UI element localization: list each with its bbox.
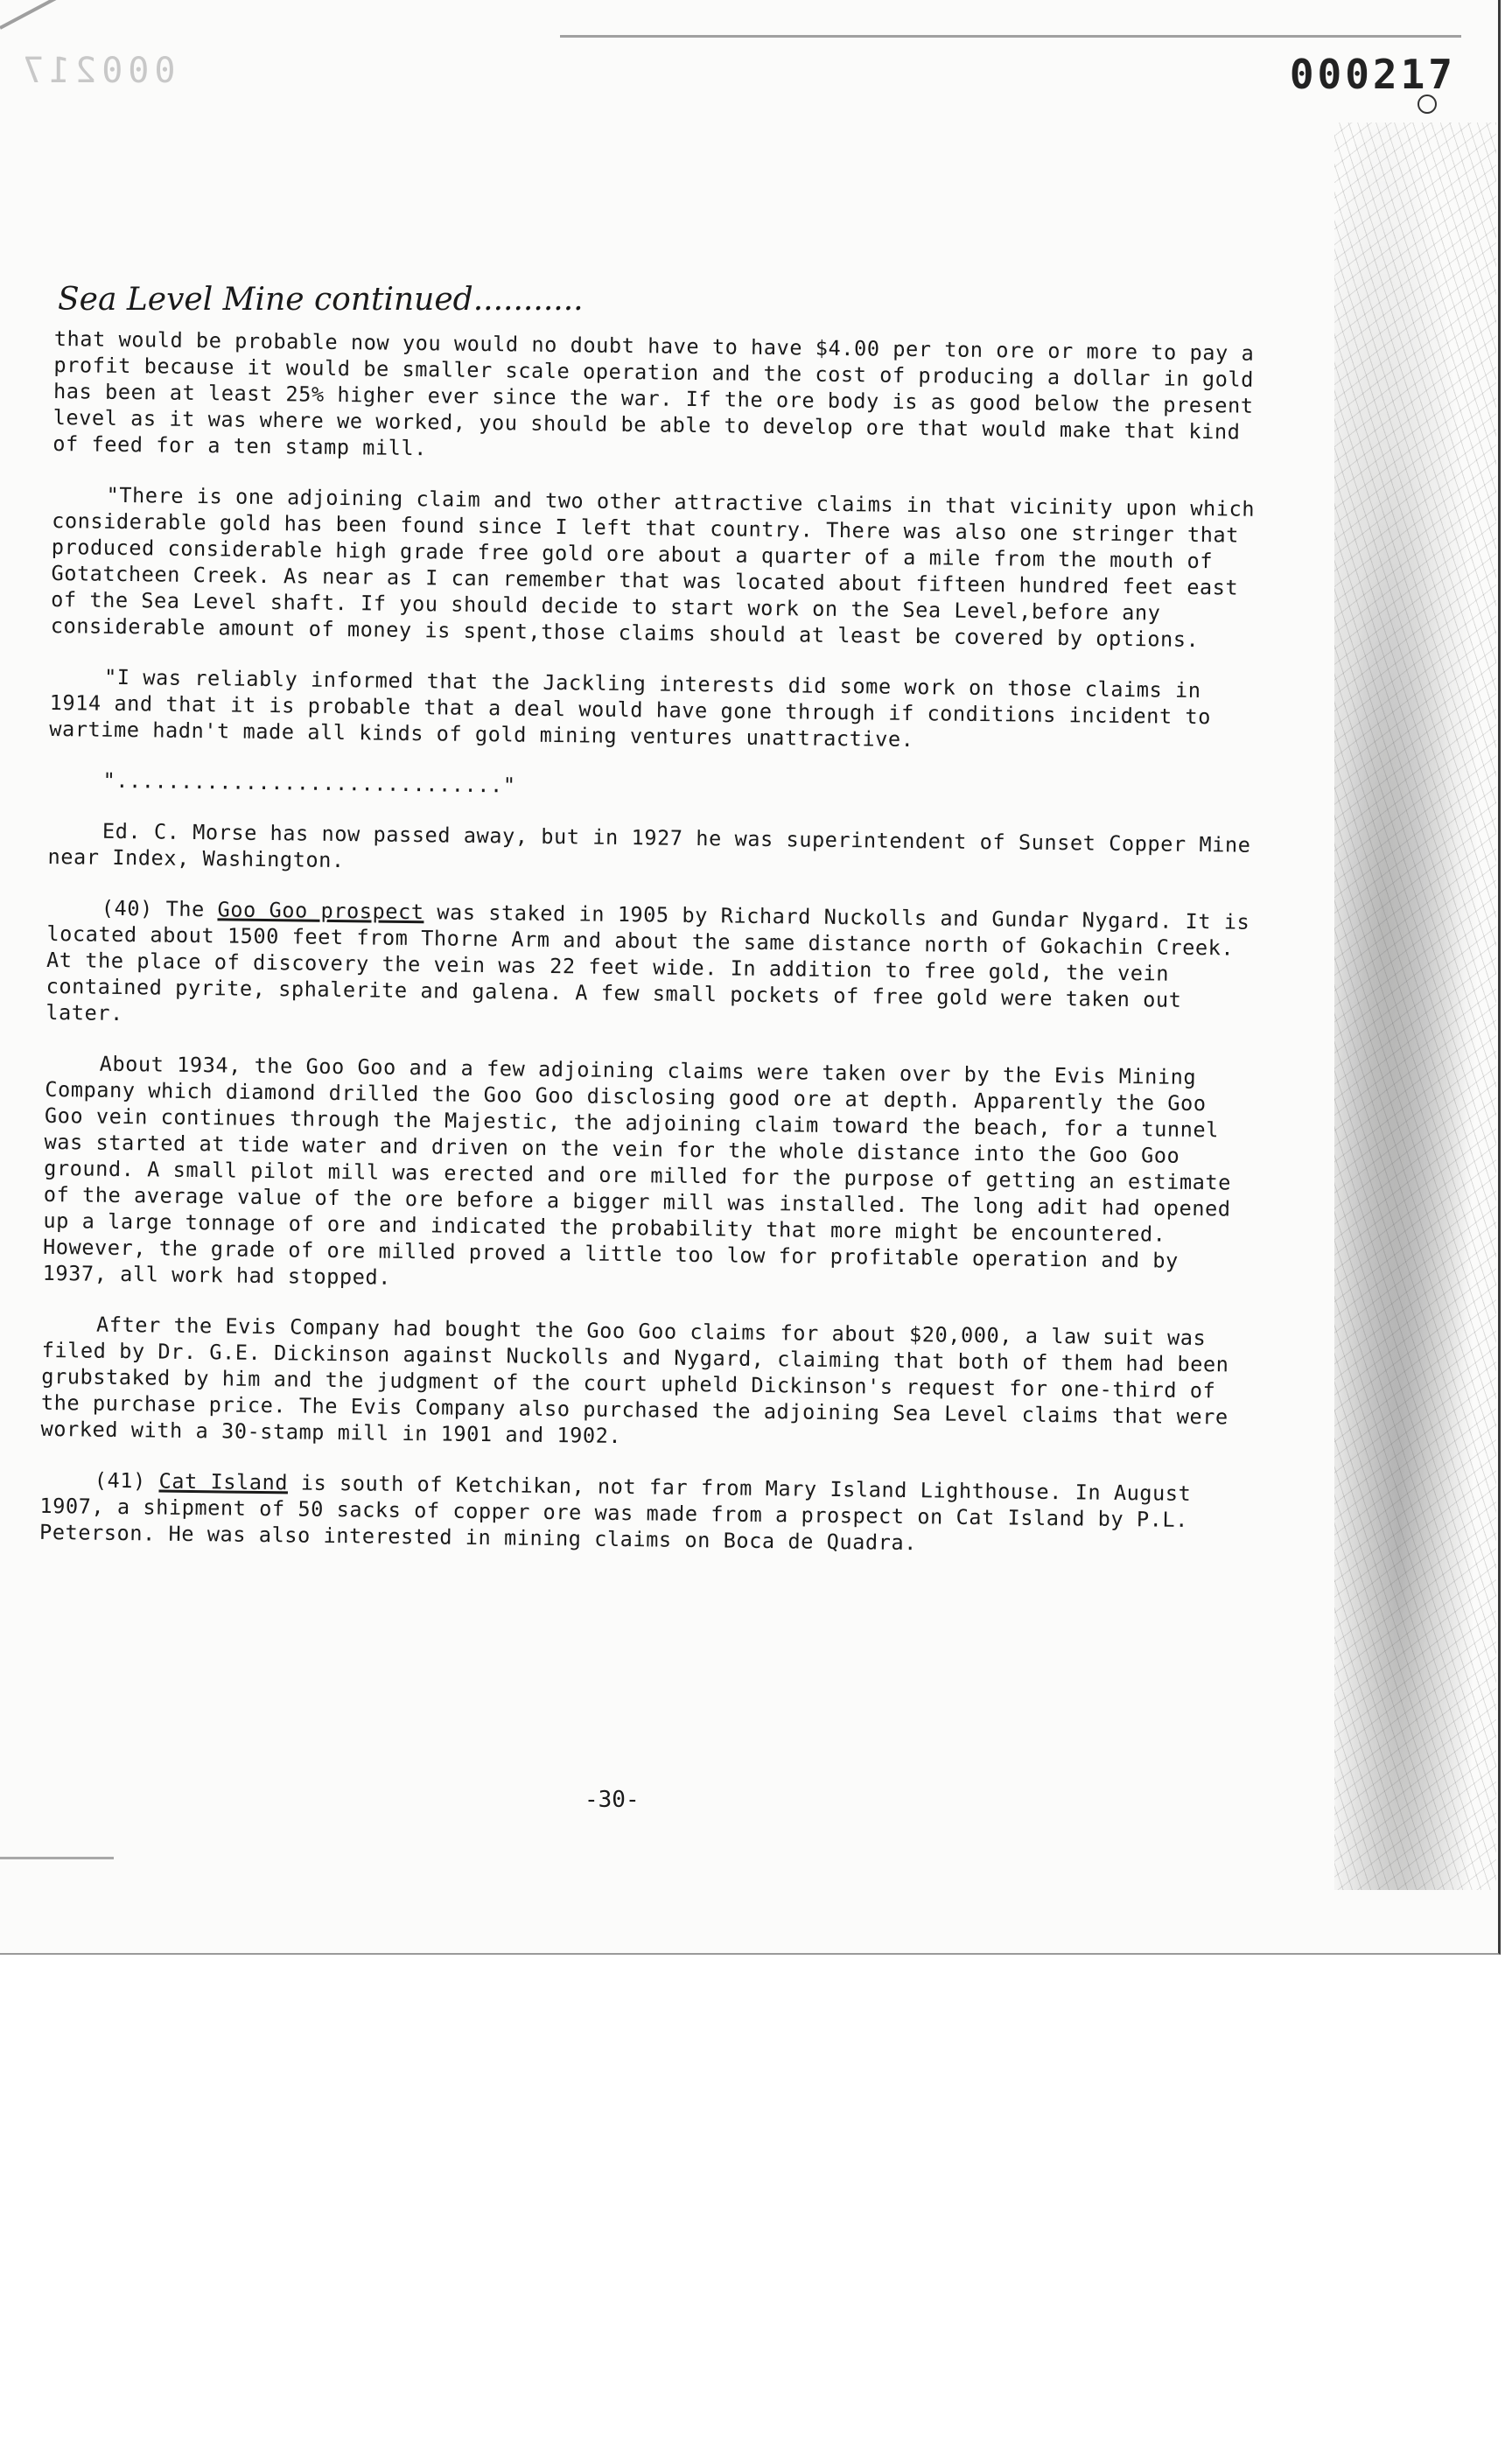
item-number: (40) [101,895,154,921]
bottom-edge-mark [0,1857,114,1859]
bleed-through-number: 000217 [18,51,176,91]
paragraph-text: was staked in 1905 by Richard Nuckolls and Gundar Nygard. It is located about 1500 feet from Thorne Arm and about the same distance north of Gokachin Creek. At the place of discovery the vein was 22 feet wide. In addition to free gold, the vein contained pyrite, sphalerite and galena. A few small pockets of free gold were taken out later. [46,900,1250,1026]
paragraph: Ed. C. Morse has now passed away, but in 1927 he was superintendent of Sunset Copper Mine near Index, Washington. [47,818,1251,873]
map-edge-strip [1334,122,1496,1890]
goo-goo-paragraph [46,894,1255,1040]
paragraph: "There is one adjoining claim and two other attractive claims in that vicinity upon which considerable gold has been found since I left that country. There was also one stringer that produced considerable high grade free gold ore about a quarter of a mile from the mouth of Gotatcheen Creek. As near as I can remember that was located about fifteen hundred feet east of the Sea Level shaft. If you should decide to start work on the Sea Level,before any considerable amount of money is spent,those claims should at least be covered by options. [50,482,1256,653]
cat-island-paragraph [39,1466,1248,1560]
paragraph: "I was reliably informed that the Jackling interests did some work on those claims in 1914 and that it is probable that a deal would have gone through if conditions incident to wartime hadn't made all kinds of gold mining ventures unattractive. [49,664,1212,752]
corner-scratch [0,0,102,30]
paragraph: After the Evis Company had bought the Goo Goo claims for about $20,000, a law suit was filed by Dr. G.E. Dickinson against Nuckolls and Nygard, claiming that both of them had been grubstaked by him and the judgment of the court upheld Dickinson's request for one-third of the purchase price. The Evis Company also purchased the adjoining Sea Level claims that were worked with a 30-stamp mill in 1901 and 1902. [40,1312,1229,1449]
top-border-line [560,35,1461,38]
section-heading: Sea Level Mine continued........... [58,282,584,318]
page-number: -30- [584,1787,640,1813]
item-number: (41) [94,1467,147,1494]
cat-island-title: Cat Island [158,1468,289,1495]
paragraph: that would be probable now you would no doubt have to have $4.00 per ton ore or more to pay a profit because it would be smaller scale operation and the cost of producing a dollar in gold has been at least 25% higher ever since the war. If the ore body is as good below the present level as it was where we worked, you should be able to develop ore that would make that kind of feed for a ten stamp mill. [52,326,1255,461]
document-body [39,326,1262,1585]
paragraph: About 1934, the Goo Goo and a few adjoining claims were taken over by the Evis Mining Company which diamond drilled the Goo Goo disclosing good ore at depth. Apparently the Goo Goo vein continues through the Majestic, the adjoining claim toward the beach, for a tunnel was started at tide water and driven on the vein for the whole distance into the Goo Goo ground. A small pilot mill was erected and ore milled for the purpose of getting an estimate of the average value of the ore before a bigger mill was installed. The long adit had opened up a large tonnage of ore and indicated the probability that more might be encountered. However, the grade of ore milled proved a little too low for profitable operation and by 1937, all work had stopped. [42,1051,1232,1290]
circle-marker-icon [1418,94,1437,114]
paragraph-lead: The [165,896,206,922]
goo-goo-title: Goo Goo prospect [217,897,424,925]
document-number: 000217 [1289,51,1456,98]
paragraph: ".............................." [102,767,516,798]
paragraph-text: is south of Ketchikan, not far from Mary Island Lighthouse. In August 1907, a shipment of 50 sacks of copper ore was made from a prospect on Cat Island by P.L. Peterson. He was also interested in mining claims on Boca de Quadra. [38,1470,1192,1556]
